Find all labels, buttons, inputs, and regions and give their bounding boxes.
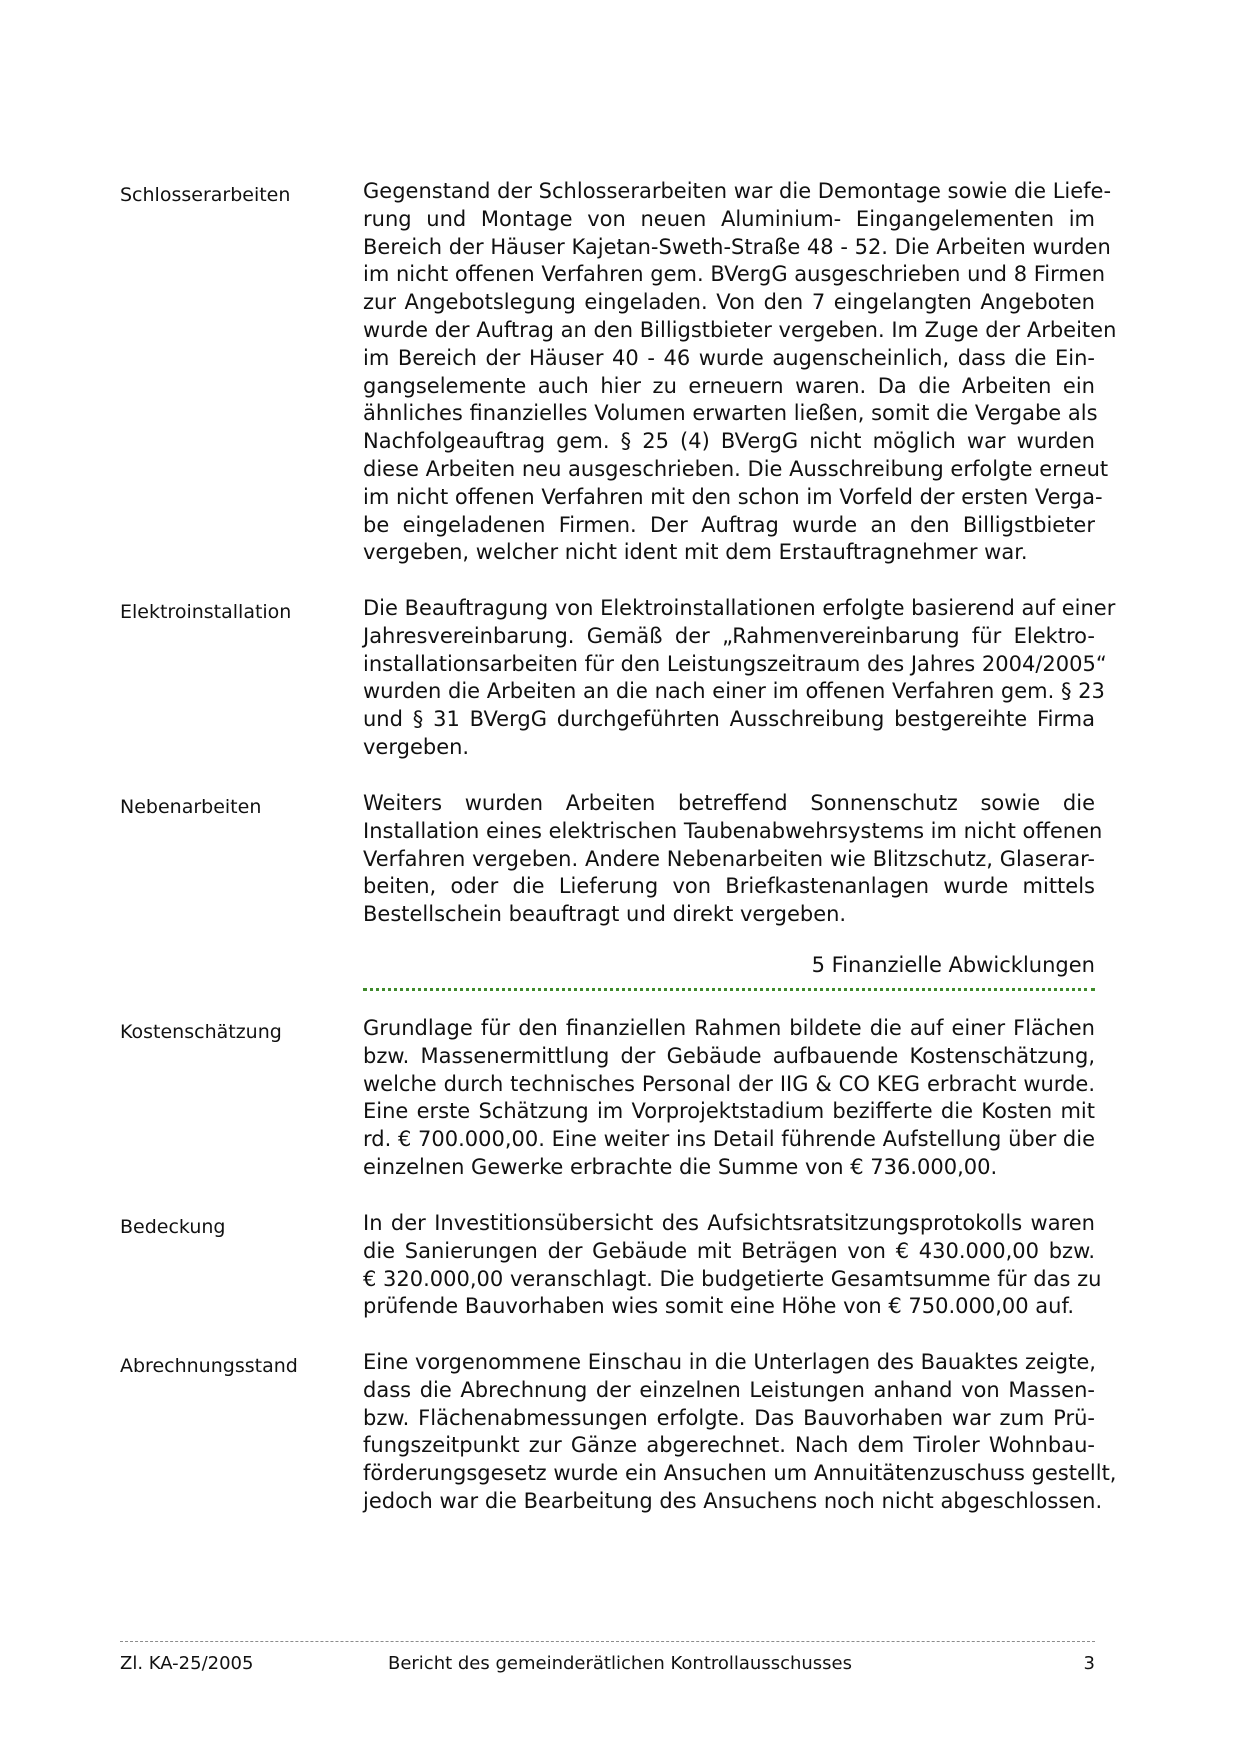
- text-line: Eine erste Schätzung im Vorprojektstadium bezifferte die Kosten mit: [363, 1099, 1095, 1124]
- section-abrechnungsstand: [120, 1349, 1117, 1516]
- text-line: dass die Abrechnung der einzelnen Leistungen anhand von Massen-: [363, 1377, 1095, 1402]
- text-line: förderungsgesetz wurde ein Ansuchen um Annuitätenzuschuss gestellt,: [363, 1461, 1117, 1486]
- section-body: [363, 178, 1117, 567]
- section-body: [363, 1210, 1102, 1321]
- text-line: zur Angebotslegung eingeladen. Von den 7 eingelangten Angeboten: [363, 290, 1095, 315]
- text-line: Weiters wurden Arbeiten betreffend Sonnenschutz sowie die: [363, 791, 1095, 815]
- text-line: und § 31 BVergG durchgeführten Ausschreibung bestgereihte Firma: [363, 707, 1095, 732]
- text-line: im nicht offenen Verfahren gem. BVergG ausgeschrieben und 8 Firmen: [363, 262, 1106, 287]
- text-line: beiten, oder die Lieferung von Briefkastenanlagen wurde mittels: [363, 874, 1095, 899]
- page-number: 3: [1083, 1653, 1095, 1674]
- text-line: Bestellschein beauftragt und direkt vergeben.: [363, 902, 847, 927]
- section-elektroinstallation: [120, 595, 1116, 762]
- margin-label: Kostenschätzung: [120, 1021, 282, 1043]
- text-line: Verfahren vergeben. Andere Nebenarbeiten wie Blitzschutz, Glaserar-: [363, 846, 1095, 871]
- text-line: Installation eines elektrischen Taubenabwehrsystems im nicht offenen: [363, 818, 1103, 843]
- section-divider: [363, 988, 1095, 991]
- text-line: wurden die Arbeiten an die nach einer im offenen Verfahren gem. § 23: [363, 679, 1105, 704]
- section-heading: 5 Finanzielle Abwicklungen: [811, 953, 1095, 977]
- text-line: Grundlage für den finanziellen Rahmen bildete die auf einer Flächen: [363, 1016, 1095, 1040]
- text-line: prüfende Bauvorhaben wies somit eine Höhe von € 750.000,00 auf.: [363, 1294, 1075, 1319]
- text-line: im Bereich der Häuser 40 - 46 wurde augenscheinlich, dass die Ein-: [363, 345, 1095, 370]
- text-line: einzelnen Gewerke erbrachte die Summe von € 736.000,00.: [363, 1154, 998, 1179]
- margin-label: Abrechnungsstand: [120, 1355, 298, 1377]
- text-line: welche durch technisches Personal der IIG & CO KEG erbracht wurde.: [363, 1071, 1095, 1096]
- text-line: fungszeitpunkt zur Gänze abgerechnet. Nach dem Tiroler Wohnbau-: [363, 1433, 1095, 1458]
- section-bedeckung: [120, 1210, 1102, 1321]
- text-line: Nachfolgeauftrag gem. § 25 (4) BVergG nicht möglich war wurden: [363, 429, 1095, 454]
- text-line: bzw. Flächenabmessungen erfolgte. Das Bauvorhaben war zum Prü-: [363, 1405, 1095, 1430]
- margin-label: Nebenarbeiten: [120, 796, 262, 818]
- text-line: ähnliches finanzielles Volumen erwarten ließen, somit die Vergabe als: [363, 401, 1098, 426]
- section-body: [363, 790, 1103, 929]
- text-line: Jahresvereinbarung. Gemäß der „Rahmenvereinbarung für Elektro-: [363, 623, 1095, 648]
- text-line: im nicht offenen Verfahren mit den schon im Vorfeld der ersten Verga-: [363, 484, 1103, 509]
- text-line: wurde der Auftrag an den Billigstbieter vergeben. Im Zuge der Arbeiten: [363, 317, 1117, 342]
- text-line: rd. € 700.000,00. Eine weiter ins Detail führende Aufstellung über die: [363, 1127, 1096, 1152]
- text-line: € 320.000,00 veranschlagt. Die budgetierte Gesamtsumme für das zu: [363, 1266, 1102, 1291]
- footer-reference: Zl. KA-25/2005: [120, 1653, 254, 1674]
- text-line: Eine vorgenommene Einschau in die Unterlagen des Bauaktes zeigte,: [363, 1350, 1096, 1374]
- section-body: [363, 1015, 1095, 1182]
- text-line: bzw. Massenermittlung der Gebäude aufbauende Kostenschätzung,: [363, 1043, 1095, 1068]
- footer-divider: [120, 1641, 1095, 1642]
- text-line: rung und Montage von neuen Aluminium- Eingangelementen im: [363, 206, 1095, 231]
- text-line: be eingeladenen Firmen. Der Auftrag wurde an den Billigstbieter: [363, 512, 1095, 537]
- text-line: jedoch war die Bearbeitung des Ansuchens noch nicht abgeschlossen.: [363, 1488, 1103, 1513]
- footer-title: Bericht des gemeinderätlichen Kontrollausschusses: [387, 1653, 853, 1674]
- text-line: Gegenstand der Schlosserarbeiten war die Demontage sowie die Liefe-: [363, 179, 1112, 203]
- section-body: [363, 595, 1116, 762]
- text-line: Die Beauftragung von Elektroinstallationen erfolgte basierend auf einer: [363, 596, 1116, 620]
- text-line: vergeben.: [363, 734, 470, 759]
- text-line: installationsarbeiten für den Leistungszeitraum des Jahres 2004/2005“: [363, 651, 1107, 676]
- section-kostenschaetzung: [120, 1015, 1095, 1182]
- text-line: Bereich der Häuser Kajetan-Sweth-Straße 48 - 52. Die Arbeiten wurden: [363, 234, 1111, 259]
- section-schlosserarbeiten: [120, 178, 1117, 567]
- text-line: In der Investitionsübersicht des Aufsichtsratsitzungsprotokolls waren: [363, 1211, 1095, 1235]
- text-line: gangselemente auch hier zu erneuern waren. Da die Arbeiten ein: [363, 373, 1095, 398]
- text-line: die Sanierungen der Gebäude mit Beträgen von € 430.000,00 bzw.: [363, 1238, 1095, 1263]
- margin-label: Elektroinstallation: [120, 601, 292, 623]
- text-line: diese Arbeiten neu ausgeschrieben. Die Ausschreibung erfolgte erneut: [363, 456, 1109, 481]
- section-body: [363, 1349, 1117, 1516]
- text-line: vergeben, welcher nicht ident mit dem Erstauftragnehmer war.: [363, 540, 1028, 565]
- margin-label: Bedeckung: [120, 1216, 226, 1238]
- section-nebenarbeiten: [120, 790, 1103, 929]
- margin-label: Schlosserarbeiten: [120, 184, 291, 206]
